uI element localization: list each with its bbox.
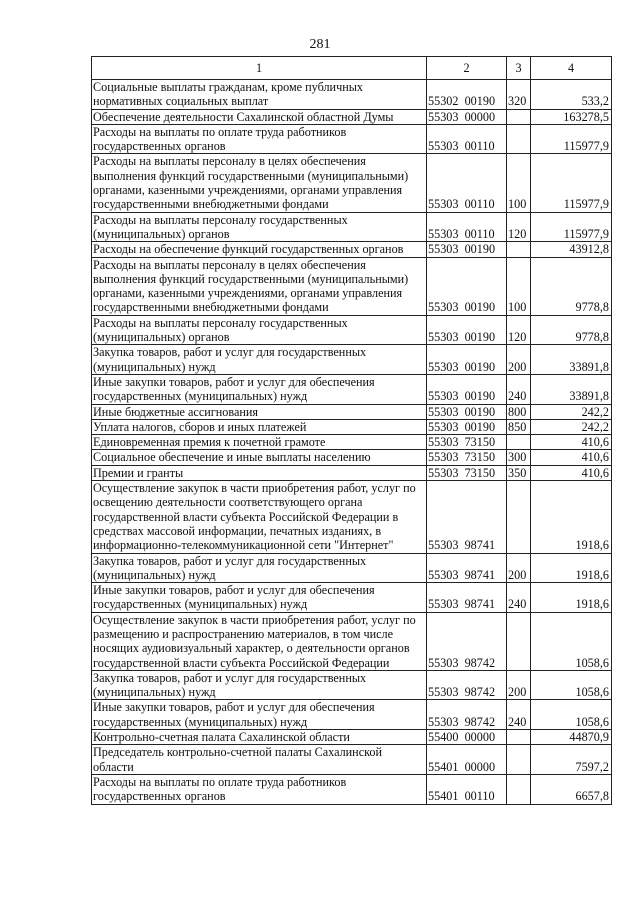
row-name: Расходы на выплаты персоналу государственных (муниципальных) органов	[92, 212, 427, 242]
row-sum: 9778,8	[531, 315, 612, 345]
table-row	[92, 419, 612, 434]
row-type	[507, 242, 531, 257]
row-sum: 163278,5	[531, 109, 612, 124]
row-name: Расходы на выплаты по оплате труда работников государственных органов	[92, 774, 427, 804]
row-type	[507, 109, 531, 124]
table-row	[92, 553, 612, 583]
row-type: 200	[507, 345, 531, 375]
table-body	[92, 80, 612, 805]
row-name: Расходы на обеспечение функций государственных органов	[92, 242, 427, 257]
row-name: Иные закупки товаров, работ и услуг для обеспечения государственных (муниципальных) нужд	[92, 700, 427, 730]
row-sum: 1058,6	[531, 612, 612, 670]
row-code: 55303 00000	[427, 109, 507, 124]
row-code: 55303 73150	[427, 450, 507, 465]
row-code: 55303 73150	[427, 435, 507, 450]
header-col-sum: 4	[531, 57, 612, 80]
table-row	[92, 257, 612, 315]
table-row	[92, 404, 612, 419]
row-name: Социальное обеспечение и иные выплаты населению	[92, 450, 427, 465]
row-name: Уплата налогов, сборов и иных платежей	[92, 419, 427, 434]
row-name: Расходы на выплаты персоналу в целях обеспечения выполнения функций государственными (муниципальными) органами, казенными учреждениями, органами управления государственными внебюджетными фондами	[92, 257, 427, 315]
row-sum: 33891,8	[531, 374, 612, 404]
row-sum: 33891,8	[531, 345, 612, 375]
row-type: 100	[507, 154, 531, 212]
row-name: Контрольно-счетная палата Сахалинской области	[92, 730, 427, 745]
row-sum: 7597,2	[531, 745, 612, 775]
row-name: Иные закупки товаров, работ и услуг для обеспечения государственных (муниципальных) нужд	[92, 374, 427, 404]
row-name: Осуществление закупок в части приобретения работ, услуг по освещению деятельности соответствующего органа государственной власти субъекта Российской Федерации в средствах массовой информации, печатных изданиях, в информационно-телекоммуникационной сети "Интернет"	[92, 481, 427, 553]
row-sum: 242,2	[531, 404, 612, 419]
table-row	[92, 154, 612, 212]
row-sum: 1918,6	[531, 553, 612, 583]
row-sum: 1918,6	[531, 583, 612, 613]
row-code: 55303 00190	[427, 345, 507, 375]
row-sum: 242,2	[531, 419, 612, 434]
row-name: Закупка товаров, работ и услуг для государственных (муниципальных) нужд	[92, 670, 427, 700]
header-row	[92, 57, 612, 80]
row-code: 55303 98742	[427, 700, 507, 730]
row-name: Расходы на выплаты по оплате труда работников государственных органов	[92, 124, 427, 154]
row-code: 55303 00190	[427, 404, 507, 419]
row-sum: 9778,8	[531, 257, 612, 315]
row-type: 240	[507, 700, 531, 730]
table-row	[92, 124, 612, 154]
row-type: 120	[507, 212, 531, 242]
table-row	[92, 80, 612, 110]
table-row	[92, 670, 612, 700]
table-header	[92, 57, 612, 80]
row-code: 55303 00110	[427, 124, 507, 154]
budget-table	[91, 56, 612, 805]
row-code: 55303 00110	[427, 154, 507, 212]
row-type	[507, 435, 531, 450]
row-name: Премии и гранты	[92, 465, 427, 480]
row-name: Иные закупки товаров, работ и услуг для обеспечения государственных (муниципальных) нужд	[92, 583, 427, 613]
row-code: 55303 00190	[427, 257, 507, 315]
row-sum: 115977,9	[531, 212, 612, 242]
table-row	[92, 374, 612, 404]
header-col-type: 3	[507, 57, 531, 80]
row-type: 300	[507, 450, 531, 465]
row-type	[507, 745, 531, 775]
row-code: 55303 00190	[427, 315, 507, 345]
row-sum: 1058,6	[531, 670, 612, 700]
row-name: Осуществление закупок в части приобретения работ, услуг по размещению и распространению материалов, в том числе носящих аудиовизуальный характер, о деятельности органов государственной власти субъекта Российской Федерации	[92, 612, 427, 670]
row-name: Расходы на выплаты персоналу государственных (муниципальных) органов	[92, 315, 427, 345]
row-code: 55303 00190	[427, 242, 507, 257]
row-code: 55303 98742	[427, 612, 507, 670]
row-name: Обеспечение деятельности Сахалинской областной Думы	[92, 109, 427, 124]
row-type: 100	[507, 257, 531, 315]
header-col-name: 1	[92, 57, 427, 80]
row-type: 800	[507, 404, 531, 419]
row-sum: 410,6	[531, 435, 612, 450]
row-type: 350	[507, 465, 531, 480]
row-type	[507, 730, 531, 745]
row-type: 200	[507, 670, 531, 700]
row-name: Председатель контрольно-счетной палаты Сахалинской области	[92, 745, 427, 775]
row-sum: 410,6	[531, 465, 612, 480]
row-type: 320	[507, 80, 531, 110]
row-type	[507, 612, 531, 670]
row-code: 55400 00000	[427, 730, 507, 745]
table-row	[92, 612, 612, 670]
row-sum: 44870,9	[531, 730, 612, 745]
row-sum: 115977,9	[531, 154, 612, 212]
row-type	[507, 481, 531, 553]
row-code: 55303 73150	[427, 465, 507, 480]
row-code: 55303 98741	[427, 481, 507, 553]
row-sum: 115977,9	[531, 124, 612, 154]
row-name: Социальные выплаты гражданам, кроме публичных нормативных социальных выплат	[92, 80, 427, 110]
row-sum: 1058,6	[531, 700, 612, 730]
table-row	[92, 745, 612, 775]
row-code: 55303 98741	[427, 553, 507, 583]
page-number: 281	[309, 37, 331, 52]
row-code: 55302 00190	[427, 80, 507, 110]
row-type	[507, 774, 531, 804]
header-col-code: 2	[427, 57, 507, 80]
table-row	[92, 242, 612, 257]
row-code: 55401 00000	[427, 745, 507, 775]
table-row	[92, 435, 612, 450]
row-code: 55303 00110	[427, 212, 507, 242]
table-row	[92, 774, 612, 804]
row-sum: 533,2	[531, 80, 612, 110]
table-row	[92, 109, 612, 124]
row-code: 55401 00110	[427, 774, 507, 804]
row-type: 850	[507, 419, 531, 434]
table-row	[92, 583, 612, 613]
row-name: Расходы на выплаты персоналу в целях обеспечения выполнения функций государственными (муниципальными) органами, казенными учреждениями, органами управления государственными внебюджетными фондами	[92, 154, 427, 212]
row-name: Единовременная премия к почетной грамоте	[92, 435, 427, 450]
table-row	[92, 730, 612, 745]
row-sum: 43912,8	[531, 242, 612, 257]
row-type: 120	[507, 315, 531, 345]
row-sum: 410,6	[531, 450, 612, 465]
row-type: 200	[507, 553, 531, 583]
row-code: 55303 98742	[427, 670, 507, 700]
table-row	[92, 700, 612, 730]
row-code: 55303 98741	[427, 583, 507, 613]
row-code: 55303 00190	[427, 419, 507, 434]
row-type: 240	[507, 583, 531, 613]
row-code: 55303 00190	[427, 374, 507, 404]
row-type	[507, 124, 531, 154]
row-name: Закупка товаров, работ и услуг для государственных (муниципальных) нужд	[92, 345, 427, 375]
table-row	[92, 345, 612, 375]
table-row	[92, 465, 612, 480]
table-row	[92, 481, 612, 553]
table-row	[92, 212, 612, 242]
row-sum: 1918,6	[531, 481, 612, 553]
row-sum: 6657,8	[531, 774, 612, 804]
table-row	[92, 315, 612, 345]
row-name: Закупка товаров, работ и услуг для государственных (муниципальных) нужд	[92, 553, 427, 583]
row-name: Иные бюджетные ассигнования	[92, 404, 427, 419]
table-row	[92, 450, 612, 465]
row-type: 240	[507, 374, 531, 404]
